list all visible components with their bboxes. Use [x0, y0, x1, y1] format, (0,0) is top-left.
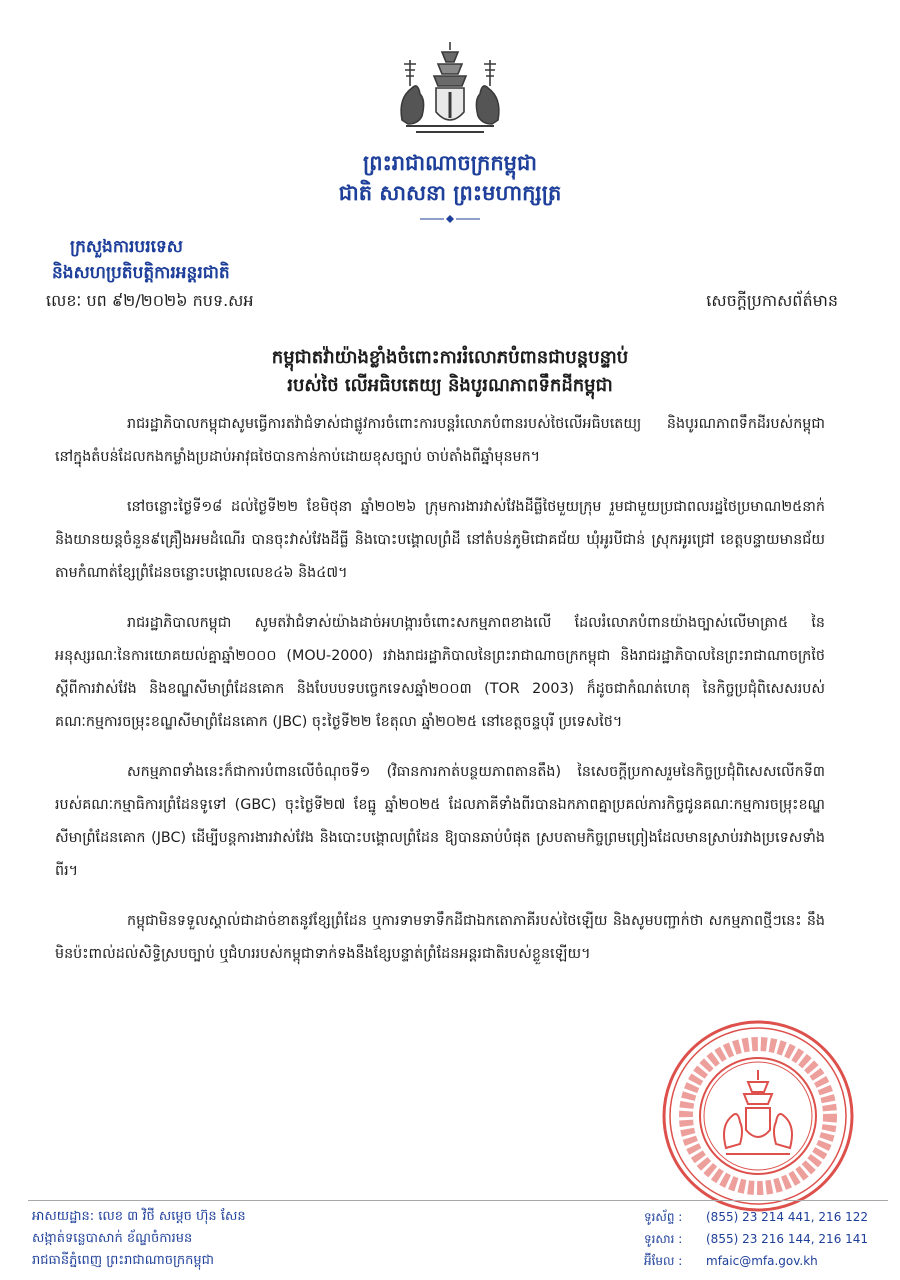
royal-coat-of-arms-icon: [388, 38, 512, 142]
phone-value: (855) 23 214 441, 216 122: [706, 1210, 869, 1224]
national-motto: ជាតិ សាសនា ព្រះមហាក្សត្រ: [338, 181, 562, 205]
official-seal-icon: [660, 1018, 856, 1214]
footer-address: [32, 1206, 246, 1272]
footer-contacts: [644, 1206, 868, 1272]
document-type: សេចក្ដីប្រកាសព័ត៌មាន: [706, 291, 838, 310]
body-paragraph: នៅចន្លោះថ្ងៃទី១៨ ដល់ថ្ងៃទី២២ ខែមិថុនា ឆ្នាំ២០២៦ ក្រុមការងារវាស់វែងដីធ្លីថៃមួយក្រុម រួមជាមួយប្រជាពលរដ្ឋថៃប្រមាណ២៥នាក់ និងយានយន្តចំនួន៩គ្រឿងអមដំណើរ បានចុះវាស់វែងដីធ្លី និងបោះបង្គោលព្រំដី នៅតំបន់ភូមិជោគជ័យ ឃុំអូរបីជាន់ ស្រុកអូរជ្រៅ ខេត្តបន្ទាយមានជ័យ តាមកំណាត់ខ្សែព្រំដែនចន្លោះបង្គោលលេខ៤៦ និង៤៧។: [55, 499, 825, 581]
body-paragraph: រាជរដ្ឋាភិបាលកម្ពុជា សូមតវ៉ាជំទាស់យ៉ាងដាច់អហង្ការចំពោះសកម្មភាពខាងលើ ដែលរំលោភបំពានយ៉ាងច្បាស់លើមាត្រា៥ នៃអនុស្សរណៈនៃការយោគយល់គ្នាឆ្នាំ២០០០ (MOU-2000) រវាងរាជរដ្ឋាភិបាលនៃព្រះរាជាណាចក្រកម្ពុជា និងរាជរដ្ឋាភិបាលនៃព្រះរាជាណាចក្រថៃ ស្ដីពីការវាស់វែង និងខណ្ឌសីមាព្រំដែនគោក និងបែបបទបច្ចេកទេសឆ្នាំ២០០៣ (TOR 2003) ក៏ដូចជាកំណត់ហេតុ នៃកិច្ចប្រជុំពិសេសរបស់គណៈកម្មការចម្រុះខណ្ឌសីមាព្រំដែនគោក (JBC) ចុះថ្ងៃទី២២ ខែតុលា ឆ្នាំ២០២៥ នៅខេត្តចន្ទបុរី ប្រទេសថៃ។: [55, 615, 825, 730]
email-label: អ៊ីមែល :: [644, 1254, 683, 1268]
body-paragraph: កម្ពុជាមិនទទួលស្គាល់ជាដាច់ខាតនូវខ្សែព្រំដែន ឬការទាមទាទឹកដីជាឯកតោភាគីរបស់ថៃឡើយ និងសូមបញ្ជាក់ថា សកម្មភាពថ្មីៗនេះ នឹងមិនប៉ះពាល់ដល់សិទ្ធិស្របច្បាប់ ឬជំហររបស់កម្ពុជាទាក់ទងនឹងខ្សែបន្ទាត់ព្រំដែនអន្តរជាតិរបស់ខ្លួនឡើយ។: [55, 913, 825, 962]
body-paragraph: រាជរដ្ឋាភិបាលកម្ពុជាសូមធ្វើការតវ៉ាជំទាស់ជាផ្លូវការចំពោះការបន្ដរំលោភបំពានរបស់ថៃលើអធិបតេយ្យ និងបូរណភាពទឹកដីរបស់កម្ពុជា នៅក្នុងតំបន់ដែលកងកម្លាំងប្រដាប់អាវុធថៃបានកាន់កាប់ដោយខុសច្បាប់ ចាប់តាំងពីឆ្នាំមុនមក។: [55, 416, 825, 465]
ministry-name-line2: និងសហប្រតិបត្តិការអន្តរជាតិ: [52, 263, 230, 283]
fax-value: (855) 23 216 144, 216 141: [706, 1232, 869, 1246]
footer-divider: [28, 1200, 888, 1201]
email-link[interactable]: mfaic@mfa.gov.kh: [706, 1254, 818, 1268]
document-body: [55, 408, 825, 988]
kingdom-name: ព្រះរាជាណាចក្រកម្ពុជា: [362, 151, 537, 175]
address-line1: អាសយដ្ឋាន: លេខ ៣ វិថី សម្ដេច ហ៊ុន សែន: [32, 1209, 246, 1224]
document-title-line1: កម្ពុជាតវ៉ាយ៉ាងខ្លាំងចំពោះការរំលោភបំពានជាបន្ដបន្ទាប់: [271, 347, 629, 368]
document-title-line2: របស់ថៃ លើអធិបតេយ្យ និងបូរណភាពទឹកដីកម្ពុជា: [287, 375, 613, 396]
ornament-divider-icon: [418, 214, 482, 224]
body-paragraph: សកម្មភាពទាំងនេះក៏ជាការបំពានលើចំណុចទី១ (វិធានការកាត់បន្ថយភាពតានតឹង) នៃសេចក្ដីប្រកាសរួមនៃកិច្ចប្រជុំពិសេសលើកទី៣ របស់គណៈកម្មាធិការព្រំដែនទូទៅ (GBC) ចុះថ្ងៃទី២៧ ខែធ្នូ ឆ្នាំ២០២៥ ដែលភាគីទាំងពីរបានឯកភាពគ្នាប្រគល់ភារកិច្ចជូនគណៈកម្មការចម្រុះខណ្ឌសីមាព្រំដែនគោក (JBC) ដើម្បីបន្ដការងារវាស់វែង និងបោះបង្គោលព្រំដែន ឱ្យបានឆាប់បំផុត ស្របតាមកិច្ចព្រមព្រៀងដែលមានស្រាប់រវាងប្រទេសទាំងពីរ។: [55, 764, 825, 879]
phone-label: ទូរស័ព្ទ :: [644, 1210, 683, 1224]
reference-number: លេខៈ បព ៩២/២០២៦ កបទ.សអ: [46, 291, 254, 310]
fax-label: ទូរសារ :: [644, 1232, 683, 1246]
address-line3: រាជធានីភ្នំពេញ ព្រះរាជាណាចក្រកម្ពុជា: [32, 1253, 214, 1268]
ministry-name-line1: ក្រសួងការបរទេស: [70, 237, 183, 257]
address-line2: សង្កាត់ទន្លេបាសាក់ ខ័ណ្ឌចំការមន: [32, 1231, 193, 1246]
